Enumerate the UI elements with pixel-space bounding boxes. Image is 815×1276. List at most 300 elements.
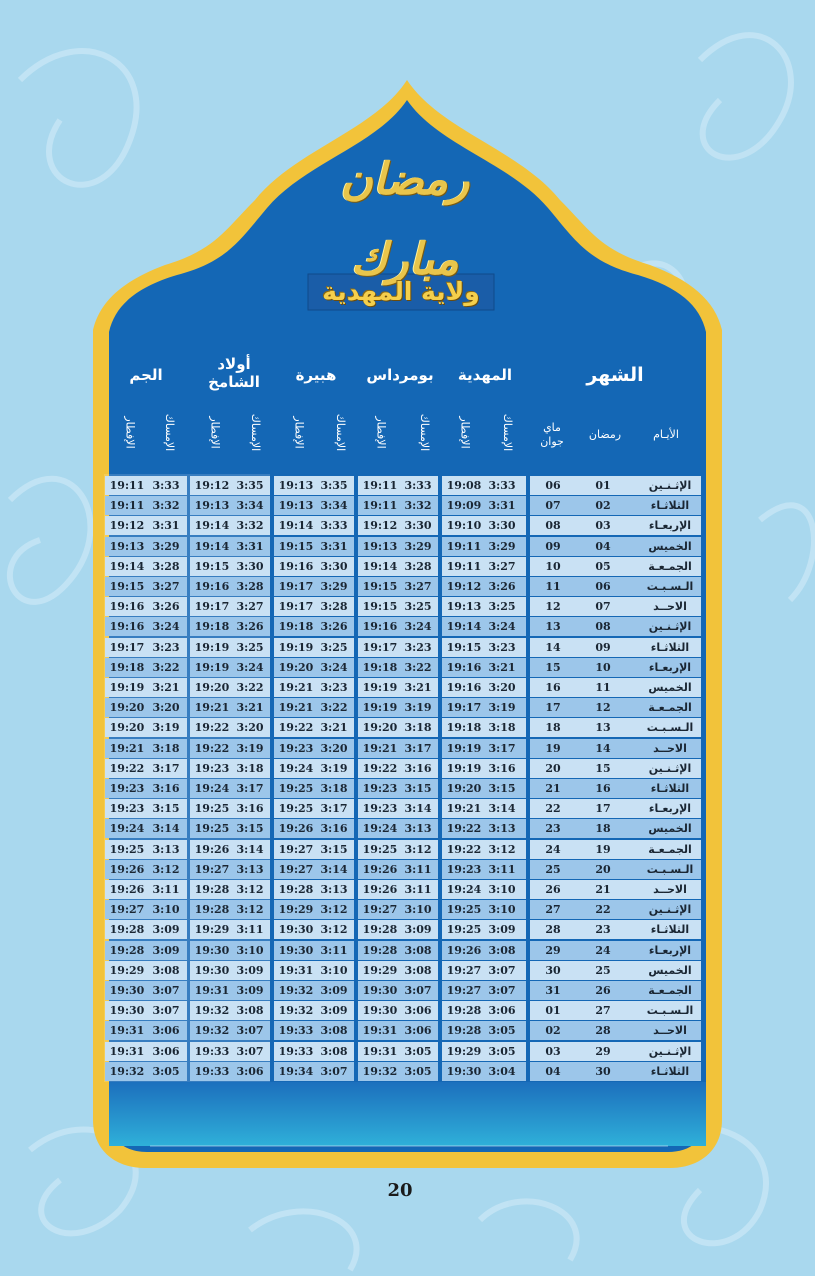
day-cell: الإثـنـين: [648, 761, 692, 775]
city-time-row: [105, 597, 187, 616]
imsak-time: 3:22: [236, 681, 264, 694]
iftar-header-3: [207, 403, 223, 461]
ramadan-day-cell: 15: [595, 761, 611, 775]
iftar-time: 19:31: [109, 1024, 145, 1038]
imsak-time: 3:28: [236, 580, 264, 593]
table-row: [530, 537, 701, 556]
day-cell: الثلاثـاء: [650, 499, 690, 513]
imsak-time: 3:12: [152, 862, 180, 876]
city-time-row: [190, 759, 270, 778]
ramadan-day-cell: 03: [595, 519, 611, 533]
iftar-time: 19:20: [362, 721, 398, 735]
imsak-time: 3:25: [404, 600, 432, 614]
city-time-row: [442, 840, 526, 859]
city-time-row: [105, 516, 187, 535]
iftar-time: 19:21: [362, 741, 398, 755]
iftar-time: 19:17: [278, 580, 314, 593]
days-label: الأيـام: [653, 428, 679, 441]
ramadan-day-cell: 01: [595, 479, 611, 492]
city-time-row: [358, 961, 438, 980]
city-time-row: [442, 961, 526, 980]
city-time-row: [190, 678, 270, 697]
imsak-time: 3:19: [488, 701, 516, 715]
city-time-row: [274, 860, 354, 879]
iftar-time: 19:13: [446, 600, 482, 614]
ramadan-day-cell: 21: [595, 883, 611, 896]
ramadan-day-cell: 27: [595, 1004, 611, 1018]
city-time-row: [274, 537, 354, 556]
imsak-time: 3:20: [320, 741, 348, 755]
imsak-time: 3:08: [404, 963, 432, 977]
city-time-row: [358, 1001, 438, 1020]
city-time-row: [105, 900, 187, 919]
month-header: الشهر: [586, 364, 644, 386]
city-time-row: [442, 476, 526, 495]
iftar-time: 19:24: [446, 883, 482, 896]
table-row: [530, 496, 701, 515]
imsak-time: 3:34: [320, 499, 348, 513]
city-time-row: [190, 557, 270, 576]
iftar-time: 19:22: [362, 761, 398, 775]
imsak-time: 3:26: [488, 580, 516, 593]
city-time-row: [274, 617, 354, 636]
iftar-time: 19:31: [362, 1044, 398, 1058]
city-time-row: [442, 819, 526, 838]
imsak-time: 3:10: [236, 943, 264, 957]
city-time-row: [274, 557, 354, 576]
greg-day-cell: 23: [545, 822, 561, 836]
imsak-time: 3:13: [320, 883, 348, 896]
imsak-time: 3:12: [236, 883, 264, 896]
day-cell: الإثـنـين: [648, 620, 692, 634]
iftar-time: 19:17: [278, 600, 314, 614]
city-time-row: [442, 537, 526, 556]
day-cell: الإثـنـين: [648, 903, 692, 917]
iftar-time: 19:27: [194, 862, 230, 876]
imsak-time: 3:24: [152, 620, 180, 634]
greg-day-cell: 21: [545, 782, 561, 795]
ramadan-day-cell: 18: [595, 822, 611, 836]
imsak-time: 3:06: [404, 1024, 432, 1038]
city-time-row: [442, 678, 526, 697]
city-time-row: [274, 840, 354, 859]
iftar-time: 19:25: [362, 842, 398, 856]
city-time-row: [105, 941, 187, 960]
table-row: [530, 739, 701, 758]
table-row: [530, 819, 701, 838]
imsak-time: 3:16: [320, 822, 348, 836]
iftar-time: 19:11: [446, 539, 482, 553]
city-time-row: [358, 1021, 438, 1040]
iftar-time: 19:29: [109, 963, 145, 977]
iftar-time: 19:15: [446, 640, 482, 654]
ramadan-day-cell: 26: [595, 984, 611, 997]
iftar-time: 19:17: [362, 640, 398, 654]
imsak-header-label: الإمساك: [418, 413, 432, 451]
city-time-row: [105, 638, 187, 657]
city-time-row: [358, 617, 438, 636]
iftar-time: 19:22: [194, 741, 230, 755]
city-time-row: [190, 920, 270, 939]
day-cell: الـسـبـت: [646, 1004, 694, 1018]
city-time-row: [274, 516, 354, 535]
iftar-time: 19:21: [446, 802, 482, 816]
city-time-row: [105, 819, 187, 838]
table-row: [530, 1001, 701, 1020]
table-row: [530, 698, 701, 717]
city-header-mahdia: المهدية: [457, 366, 513, 384]
iftar-time: 19:30: [194, 963, 230, 977]
city-time-row: [442, 739, 526, 758]
table-row: [530, 860, 701, 879]
city-time-row: [105, 1021, 187, 1040]
city-time-row: [190, 516, 270, 535]
iftar-time: 19:29: [194, 923, 230, 937]
ramadan-day-cell: 24: [595, 943, 611, 957]
city-time-row: [442, 577, 526, 596]
imsak-time: 3:33: [152, 479, 180, 492]
city-time-row: [358, 840, 438, 859]
imsak-time: 3:21: [236, 701, 264, 715]
table-row: [530, 880, 701, 899]
iftar-header-label: الإفطار: [123, 415, 137, 449]
imsak-time: 3:27: [404, 580, 432, 593]
city-time-row: [190, 1042, 270, 1061]
greg-day-cell: 15: [545, 660, 561, 674]
table-row: [530, 597, 701, 616]
table-row: [530, 900, 701, 919]
imsak-time: 3:26: [236, 620, 264, 634]
city-time-row: [358, 476, 438, 495]
iftar-time: 19:26: [109, 883, 145, 896]
imsak-time: 3:20: [488, 681, 516, 694]
imsak-time: 3:28: [152, 559, 180, 573]
imsak-time: 3:07: [404, 984, 432, 997]
iftar-time: 19:08: [446, 479, 482, 492]
iftar-time: 19:22: [109, 761, 145, 775]
table-row: [530, 1042, 701, 1061]
ramadan-day-cell: 22: [595, 903, 611, 917]
city-time-row: [358, 860, 438, 879]
table-row: [530, 617, 701, 636]
iftar-time: 19:15: [194, 559, 230, 573]
iftar-time: 19:31: [109, 1044, 145, 1058]
iftar-time: 19:23: [362, 782, 398, 795]
imsak-time: 3:29: [152, 539, 180, 553]
city-time-row: [442, 557, 526, 576]
table-row: [530, 1062, 701, 1081]
greg-day-cell: 29: [545, 943, 561, 957]
city-time-row: [105, 920, 187, 939]
iftar-time: 19:23: [109, 782, 145, 795]
ramadan-day-cell: 17: [595, 802, 611, 816]
city-time-row: [190, 1021, 270, 1040]
imsak-time: 3:29: [404, 539, 432, 553]
city-time-row: [358, 638, 438, 657]
city-time-row: [190, 1062, 270, 1081]
imsak-time: 3:04: [488, 1064, 516, 1078]
city-time-row: [190, 779, 270, 798]
imsak-header-2: [333, 403, 349, 461]
iftar-time: 19:32: [278, 1004, 314, 1018]
ramadan-day-cell: 08: [595, 620, 611, 634]
table-row: [530, 920, 701, 939]
imsak-time: 3:16: [404, 761, 432, 775]
imsak-time: 3:09: [236, 963, 264, 977]
iftar-header-2: [291, 403, 307, 461]
imsak-time: 3:12: [236, 903, 264, 917]
greg-day-cell: 01: [545, 1004, 561, 1018]
city-time-row: [190, 799, 270, 818]
city-time-row: [190, 537, 270, 556]
iftar-time: 19:25: [194, 822, 230, 836]
iftar-time: 19:32: [194, 1024, 230, 1038]
iftar-time: 19:30: [278, 923, 314, 937]
city-time-row: [442, 1021, 526, 1040]
imsak-time: 3:07: [152, 1004, 180, 1018]
greg-day-cell: 28: [545, 923, 561, 937]
imsak-time: 3:32: [152, 499, 180, 513]
imsak-time: 3:32: [236, 519, 264, 533]
iftar-time: 19:13: [194, 499, 230, 513]
iftar-time: 19:19: [278, 640, 314, 654]
imsak-time: 3:24: [320, 660, 348, 674]
iftar-header-label: الإفطار: [374, 415, 388, 449]
imsak-time: 3:26: [320, 620, 348, 634]
iftar-time: 19:30: [109, 984, 145, 997]
city-time-row: [358, 698, 438, 717]
imsak-time: 3:30: [488, 519, 516, 533]
imsak-time: 3:11: [152, 883, 180, 896]
greg-label: ماي جوان: [540, 421, 564, 448]
iftar-time: 19:10: [446, 519, 482, 533]
iftar-time: 19:15: [362, 580, 398, 593]
ramadan-day-cell: 23: [595, 923, 611, 937]
day-cell: الإربعـاء: [648, 519, 692, 533]
city-time-row: [274, 739, 354, 758]
imsak-header-4: [162, 403, 178, 461]
imsak-time: 3:09: [152, 923, 180, 937]
imsak-time: 3:33: [488, 479, 516, 492]
imsak-time: 3:13: [404, 822, 432, 836]
imsak-time: 3:09: [236, 984, 264, 997]
iftar-time: 19:31: [278, 963, 314, 977]
imsak-time: 3:05: [488, 1024, 516, 1038]
iftar-time: 19:21: [278, 681, 314, 694]
city-time-row: [274, 759, 354, 778]
imsak-time: 3:15: [152, 802, 180, 816]
day-cell: الإثـنـين: [648, 1044, 692, 1058]
city-time-row: [442, 941, 526, 960]
city-time-row: [190, 941, 270, 960]
iftar-header-label: الإفطار: [292, 415, 306, 449]
imsak-time: 3:23: [488, 640, 516, 654]
imsak-time: 3:27: [236, 600, 264, 614]
imsak-time: 3:30: [320, 559, 348, 573]
city-time-row: [105, 1062, 187, 1081]
iftar-time: 19:27: [109, 903, 145, 917]
iftar-time: 19:18: [278, 620, 314, 634]
city-time-row: [442, 759, 526, 778]
imsak-time: 3:34: [236, 499, 264, 513]
city-time-row: [105, 799, 187, 818]
iftar-time: 19:28: [109, 923, 145, 937]
imsak-time: 3:24: [488, 620, 516, 634]
day-cell: الثلاثـاء: [650, 923, 690, 937]
iftar-time: 19:29: [446, 1044, 482, 1058]
imsak-time: 3:27: [488, 559, 516, 573]
iftar-time: 19:18: [446, 721, 482, 735]
imsak-time: 3:32: [404, 499, 432, 513]
imsak-time: 3:11: [236, 923, 264, 937]
imsak-time: 3:23: [152, 640, 180, 654]
city-time-row: [274, 577, 354, 596]
table-row: [530, 759, 701, 778]
imsak-time: 3:33: [320, 519, 348, 533]
iftar-time: 19:27: [362, 903, 398, 917]
imsak-time: 3:17: [488, 741, 516, 755]
city-time-row: [442, 981, 526, 1000]
city-time-row: [274, 597, 354, 616]
imsak-time: 3:24: [404, 620, 432, 634]
city-time-row: [190, 981, 270, 1000]
greg-day-cell: 22: [545, 802, 561, 816]
iftar-time: 19:23: [278, 741, 314, 755]
iftar-time: 19:15: [362, 600, 398, 614]
city-time-row: [105, 1042, 187, 1061]
day-cell: الـسـبـت: [646, 862, 694, 876]
city-time-row: [105, 860, 187, 879]
imsak-time: 3:31: [488, 499, 516, 513]
city-time-row: [442, 880, 526, 899]
day-cell: الخميس: [648, 539, 692, 553]
city-time-row: [105, 617, 187, 636]
city-time-row: [190, 961, 270, 980]
day-cell: الجمـعـة: [648, 701, 692, 715]
iftar-time: 19:16: [362, 620, 398, 634]
iftar-time: 19:29: [362, 963, 398, 977]
table-row: [530, 779, 701, 798]
iftar-time: 19:15: [109, 580, 145, 593]
iftar-time: 19:28: [362, 943, 398, 957]
city-time-row: [274, 900, 354, 919]
city-time-row: [442, 638, 526, 657]
imsak-time: 3:25: [488, 600, 516, 614]
imsak-time: 3:08: [320, 1044, 348, 1058]
iftar-time: 19:11: [446, 559, 482, 573]
iftar-time: 19:27: [446, 963, 482, 977]
imsak-time: 3:31: [236, 539, 264, 553]
table-row: [530, 658, 701, 677]
city-time-row: [105, 658, 187, 677]
iftar-header-1: [373, 403, 389, 461]
city-time-row: [274, 779, 354, 798]
imsak-time: 3:27: [152, 580, 180, 593]
table-row: [530, 476, 701, 495]
iftar-time: 19:25: [194, 802, 230, 816]
imsak-time: 3:20: [152, 701, 180, 715]
imsak-time: 3:07: [488, 963, 516, 977]
imsak-time: 3:06: [404, 1004, 432, 1018]
greg-day-cell: 08: [545, 519, 561, 533]
iftar-time: 19:21: [194, 701, 230, 715]
imsak-time: 3:15: [488, 782, 516, 795]
iftar-time: 19:25: [278, 782, 314, 795]
imsak-time: 3:05: [404, 1064, 432, 1078]
iftar-time: 19:17: [194, 600, 230, 614]
city-time-row: [274, 1021, 354, 1040]
greg-day-cell: 14: [545, 640, 561, 654]
iftar-time: 19:31: [194, 984, 230, 997]
iftar-time: 19:11: [362, 479, 398, 492]
iftar-time: 19:33: [278, 1044, 314, 1058]
city-time-row: [190, 739, 270, 758]
iftar-time: 19:19: [194, 660, 230, 674]
imsak-time: 3:11: [404, 862, 432, 876]
iftar-time: 19:30: [362, 984, 398, 997]
city-time-row: [358, 920, 438, 939]
iftar-time: 19:19: [362, 701, 398, 715]
city-time-row: [358, 941, 438, 960]
city-time-row: [105, 678, 187, 697]
city-header-hbira: هبيرة: [295, 366, 337, 384]
city-time-row: [274, 941, 354, 960]
iftar-time: 19:16: [446, 681, 482, 694]
imsak-time: 3:16: [236, 802, 264, 816]
imsak-time: 3:08: [488, 943, 516, 957]
imsak-time: 3:17: [320, 802, 348, 816]
iftar-time: 19:26: [362, 883, 398, 896]
iftar-time: 19:11: [109, 479, 145, 492]
city-time-row: [358, 557, 438, 576]
city-time-row: [190, 617, 270, 636]
iftar-time: 19:30: [362, 1004, 398, 1018]
city-time-row: [105, 759, 187, 778]
city-time-row: [274, 496, 354, 515]
city-header-eljem: الجم: [129, 366, 163, 384]
imsak-time: 3:05: [404, 1044, 432, 1058]
imsak-time: 3:35: [320, 479, 348, 492]
ramadan-day-cell: 13: [595, 721, 611, 735]
iftar-time: 19:32: [194, 1004, 230, 1018]
city-time-row: [358, 1062, 438, 1081]
ramadan-day-cell: 04: [595, 539, 611, 553]
iftar-time: 19:28: [194, 903, 230, 917]
day-cell: الثلاثـاء: [650, 782, 690, 795]
city-time-row: [358, 981, 438, 1000]
day-cell: الخميس: [648, 963, 692, 977]
city-time-row: [190, 840, 270, 859]
city-time-row: [105, 577, 187, 596]
city-time-row: [190, 638, 270, 657]
iftar-time: 19:26: [109, 862, 145, 876]
iftar-time: 19:14: [194, 539, 230, 553]
day-cell: الثلاثـاء: [650, 640, 690, 654]
greg-day-cell: 31: [545, 984, 561, 997]
iftar-time: 19:22: [194, 721, 230, 735]
iftar-time: 19:26: [194, 842, 230, 856]
day-cell: الإربعـاء: [648, 943, 692, 957]
city-time-row: [358, 516, 438, 535]
city-time-row: [105, 779, 187, 798]
city-time-row: [358, 597, 438, 616]
iftar-time: 19:13: [109, 539, 145, 553]
city-time-row: [358, 718, 438, 737]
page-number: 20: [387, 1180, 413, 1201]
imsak-time: 3:12: [488, 842, 516, 856]
imsak-time: 3:18: [236, 761, 264, 775]
iftar-time: 19:20: [194, 681, 230, 694]
